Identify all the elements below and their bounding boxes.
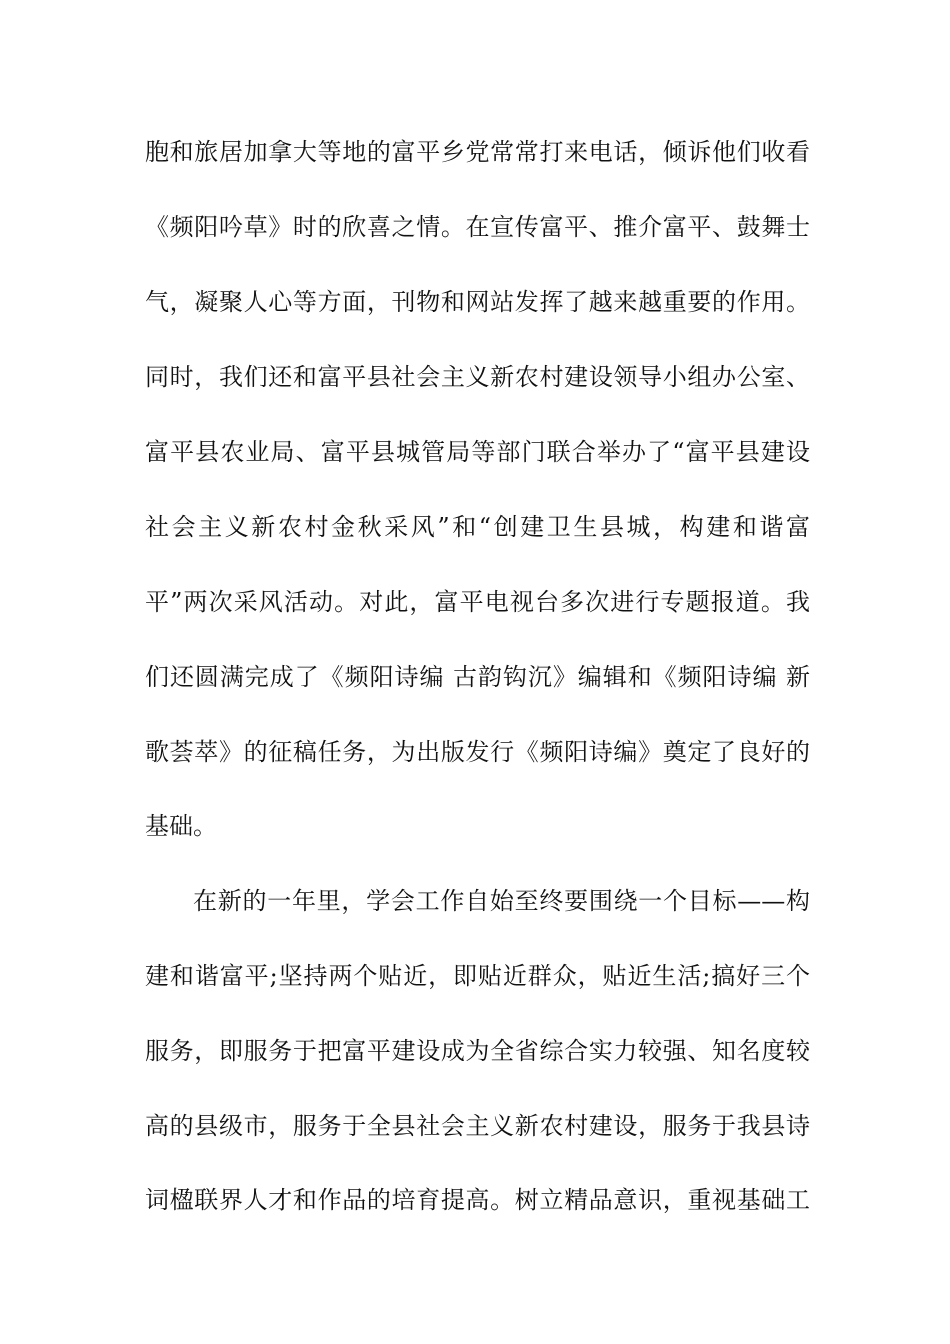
text-line: 同时，我们还和富平县社会主义新农村建设领导小组办公室、 bbox=[145, 363, 810, 391]
text-line: 建和谐富平;坚持两个贴近，即贴近群众，贴近生活;搞好三个 bbox=[145, 962, 810, 990]
text-line: 《频阳吟草》时的欣喜之情。在宣传富平、推介富平、鼓舞士 bbox=[145, 213, 810, 241]
text-line: 胞和旅居加拿大等地的富平乡党常常打来电话，倾诉他们收看 bbox=[145, 138, 810, 166]
text-line: 歌荟萃》的征稿任务，为出版发行《频阳诗编》奠定了良好的 bbox=[145, 738, 810, 766]
paragraph-first-line: 在新的一年里，学会工作自始至终要围绕一个目标——构 bbox=[193, 887, 810, 915]
text-line: 高的县级市，服务于全县社会主义新农村建设，服务于我县诗 bbox=[145, 1112, 810, 1140]
text-line: 社会主义新农村金秋采风”和“创建卫生县城，构建和谐富 bbox=[145, 513, 810, 541]
text-line: 词楹联界人才和作品的培育提高。树立精品意识，重视基础工 bbox=[145, 1186, 810, 1214]
text-line: 富平县农业局、富平县城管局等部门联合举办了“富平县建设 bbox=[145, 438, 810, 466]
text-line: 平”两次采风活动。对此，富平电视台多次进行专题报道。我 bbox=[145, 588, 810, 616]
text-line: 服务，即服务于把富平建设成为全省综合实力较强、知名度较 bbox=[145, 1037, 810, 1065]
text-line: 气，凝聚人心等方面，刊物和网站发挥了越来越重要的作用。 bbox=[145, 288, 810, 316]
text-line: 基础。 bbox=[145, 812, 217, 840]
text-line: 们还圆满完成了《频阳诗编 古韵钩沉》编辑和《频阳诗编 新 bbox=[145, 663, 810, 691]
